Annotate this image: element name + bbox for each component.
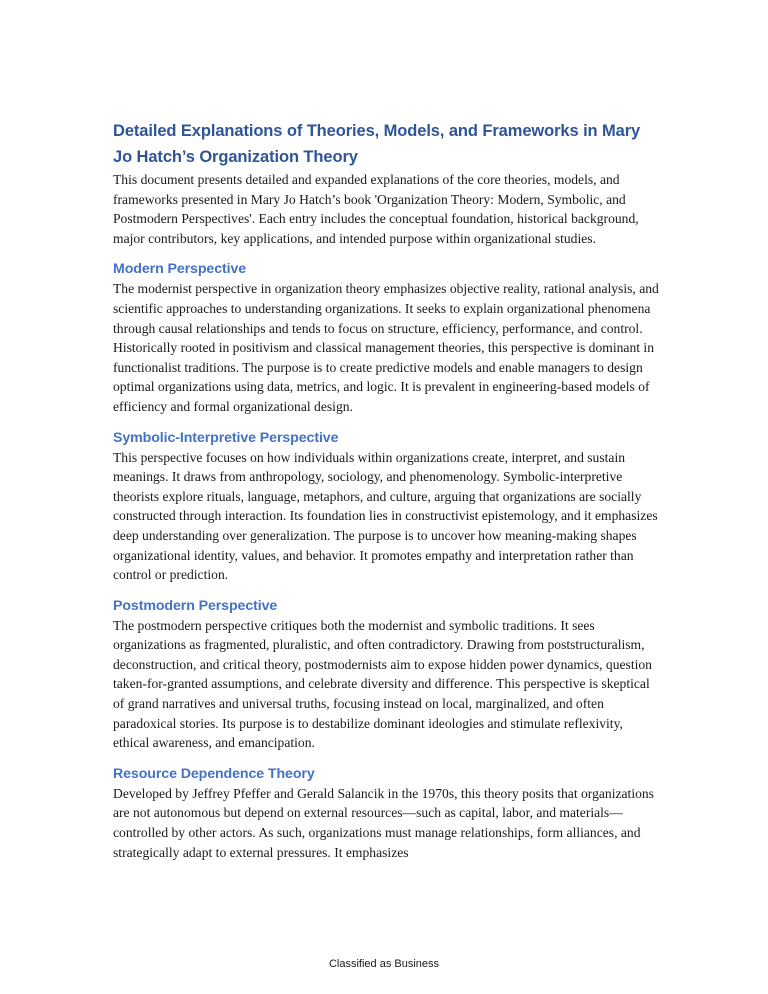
section-heading-postmodern-perspective: Postmodern Perspective bbox=[113, 597, 278, 614]
section-heading-resource-dependence-theory: Resource Dependence Theory bbox=[113, 765, 315, 782]
section-body-symbolic-interpretive-perspective: This perspective focuses on how individuals within organizations create, interpret, and sustain meanings. It draws from anthropology, sociology, and phenomenology. Symbolic-interpretive theorists explore rituals, language, metaphors, and culture, arguing that organizations are socially constructed through interaction. Its foundation lies in constructivist epistemology, and it emphasizes deep understanding over generalization. The purpose is to uncover how meaning-making shapes organizational identity, values, and behavior. It promotes empathy and interpretation rather than control or prediction. bbox=[113, 449, 658, 583]
footer-classification-label: Classified as Business bbox=[328, 958, 440, 970]
section-body-modern-perspective: The modernist perspective in organization theory emphasizes objective reality, rational analysis, and scientific approaches to understanding organizations. It seeks to explain organizational phenomena through causal relationships and tends to focus on structure, efficiency, performance, and control. Historically rooted in positivism and classical management theories, this perspective is dominant in functionalist traditions. The purpose is to create predictive models and enable managers to design optimal organizations using data, metrics, and logic. It is prevalent in engineering-based models of efficiency and formal organizational design. bbox=[113, 281, 659, 414]
intro-paragraph: This document presents detailed and expanded explanations of the core theories, models, and frameworks presented in Mary Jo Hatch’s book 'Organization Theory: Modern, Symbolic, and Postmodern Perspectives'. Each entry includes the conceptual foundation, historical background, major contributors, key applications, and intended purpose within organizational studies. bbox=[113, 172, 639, 246]
document-title: Detailed Explanations of Theories, Models, and Frameworks in Mary Jo Hatch’s Organization Theory bbox=[113, 122, 641, 166]
section-heading-symbolic-interpretive-perspective: Symbolic-Interpretive Perspective bbox=[113, 429, 339, 446]
section-body-resource-dependence-theory: Developed by Jeffrey Pfeffer and Gerald Salancik in the 1970s, this theory posits that organizations are not autonomous but depend on external resources—such as capital, labor, and materials—controlled by other actors. As such, organizations must manage relationships, form alliances, and strategically adapt to external pressures. It emphasizes bbox=[113, 785, 654, 860]
section-heading-modern-perspective: Modern Perspective bbox=[113, 261, 247, 278]
section-body-postmodern-perspective: The postmodern perspective critiques both the modernist and symbolic traditions. It sees organizations as fragmented, pluralistic, and often contradictory. Drawing from poststructuralism, deconstruction, and critical theory, postmodernists aim to expose hidden power dynamics, question taken-for-granted assumptions, and celebrate diversity and difference. This perspective is skeptical of grand narratives and universal truths, focusing instead on local, marginalized, and often paradoxical stories. Its purpose is to destabilize dominant ideologies and stimulate reflexivity, ethical awareness, and emancipation. bbox=[113, 617, 652, 751]
document-content bbox=[113, 118, 661, 862]
